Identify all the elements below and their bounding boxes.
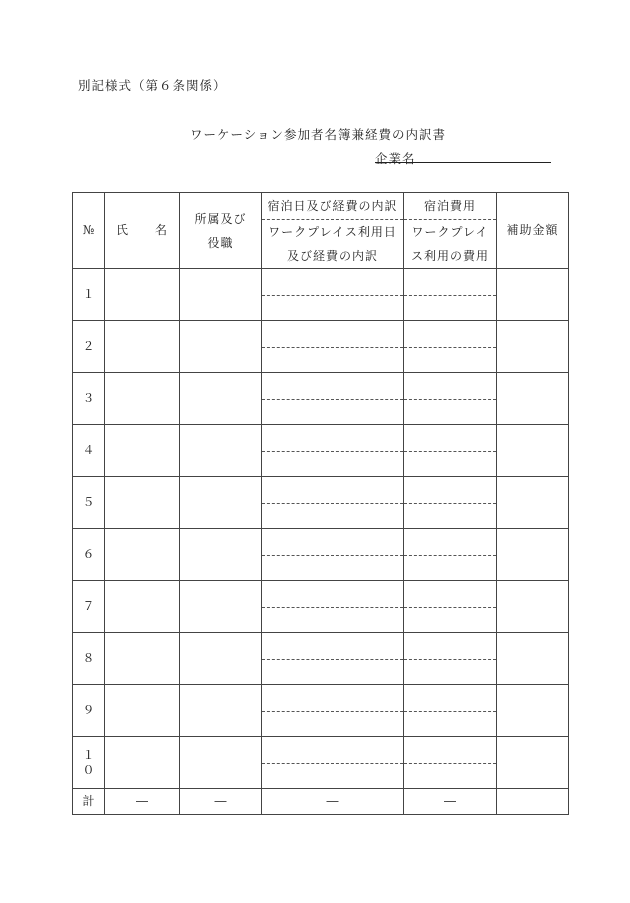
row-number: ８	[73, 633, 105, 685]
company-name-field[interactable]	[375, 162, 551, 163]
cost-cell[interactable]	[404, 737, 497, 789]
subsidy-cell[interactable]	[497, 477, 569, 529]
affiliation-cell[interactable]	[180, 581, 262, 633]
name-cell[interactable]	[105, 737, 180, 789]
form-label: 別記様式（第６条関係）	[78, 78, 227, 93]
total-name: ―	[105, 789, 180, 815]
affiliation-cell[interactable]	[180, 529, 262, 581]
document-title: ワーケーション参加者名簿兼経費の内訳書	[189, 127, 446, 142]
subsidy-cell[interactable]	[497, 373, 569, 425]
name-cell[interactable]	[105, 581, 180, 633]
name-cell[interactable]	[105, 685, 180, 737]
cost-cell[interactable]	[404, 529, 497, 581]
header-stay-top: 宿泊日及び経費の内訳	[262, 193, 403, 220]
subsidy-cell[interactable]	[497, 529, 569, 581]
stay-cell[interactable]	[262, 737, 404, 789]
name-cell[interactable]	[105, 269, 180, 321]
name-cell[interactable]	[105, 477, 180, 529]
total-label: 計	[73, 789, 105, 815]
header-cost-top: 宿泊費用	[404, 193, 496, 220]
affiliation-cell[interactable]	[180, 477, 262, 529]
table-row	[73, 529, 569, 581]
row-number: ２	[73, 321, 105, 373]
row-number: ４	[73, 425, 105, 477]
subsidy-cell[interactable]	[497, 581, 569, 633]
total-affiliation: ―	[180, 789, 262, 815]
cost-cell[interactable]	[404, 685, 497, 737]
total-subsidy-cell[interactable]	[497, 789, 569, 815]
participant-expense-table	[72, 192, 569, 815]
row-number: ７	[73, 581, 105, 633]
stay-cell[interactable]	[262, 529, 404, 581]
row-number: ６	[73, 529, 105, 581]
header-cost	[404, 193, 497, 269]
header-affiliation	[180, 193, 262, 269]
affiliation-cell[interactable]	[180, 425, 262, 477]
total-row	[73, 789, 569, 815]
name-cell[interactable]	[105, 321, 180, 373]
stay-cell[interactable]	[262, 477, 404, 529]
name-cell[interactable]	[105, 425, 180, 477]
subsidy-cell[interactable]	[497, 737, 569, 789]
header-stay-breakdown	[262, 193, 404, 269]
subsidy-cell[interactable]	[497, 425, 569, 477]
affiliation-cell[interactable]	[180, 737, 262, 789]
subsidy-cell[interactable]	[497, 685, 569, 737]
cost-cell[interactable]	[404, 633, 497, 685]
header-affiliation-line2: 役職	[207, 235, 234, 250]
table-row	[73, 321, 569, 373]
row-number: １	[73, 269, 105, 321]
header-name: 氏 名	[105, 193, 180, 269]
subsidy-cell[interactable]	[497, 321, 569, 373]
company-name-label: 企業名	[375, 151, 416, 166]
subsidy-cell[interactable]	[497, 269, 569, 321]
table-header-row	[73, 193, 569, 269]
cost-cell[interactable]	[404, 321, 497, 373]
cost-cell[interactable]	[404, 269, 497, 321]
header-no: №	[73, 193, 105, 269]
total-cost: ―	[404, 789, 497, 815]
table-row	[73, 477, 569, 529]
total-stay: ―	[262, 789, 404, 815]
header-affiliation-line1: 所属及び	[194, 211, 247, 226]
table-row	[73, 269, 569, 321]
cost-cell[interactable]	[404, 477, 497, 529]
cost-cell[interactable]	[404, 581, 497, 633]
row-number	[73, 737, 105, 789]
header-cost-bottom-line2: ス利用の費用	[410, 249, 489, 263]
stay-cell[interactable]	[262, 425, 404, 477]
affiliation-cell[interactable]	[180, 373, 262, 425]
affiliation-cell[interactable]	[180, 321, 262, 373]
table-row	[73, 685, 569, 737]
subsidy-cell[interactable]	[497, 633, 569, 685]
table-row	[73, 737, 569, 789]
row-number: ５	[73, 477, 105, 529]
name-cell[interactable]	[105, 529, 180, 581]
cost-cell[interactable]	[404, 425, 497, 477]
row-number-digit: ０	[82, 762, 95, 777]
stay-cell[interactable]	[262, 373, 404, 425]
row-number: ９	[73, 685, 105, 737]
table-row	[73, 425, 569, 477]
header-stay-bottom-line2: 及び経費の内訳	[286, 249, 378, 263]
row-number: ３	[73, 373, 105, 425]
affiliation-cell[interactable]	[180, 633, 262, 685]
cost-cell[interactable]	[404, 373, 497, 425]
header-stay-bottom-line1: ワークプレイス利用日	[268, 225, 397, 239]
name-cell[interactable]	[105, 373, 180, 425]
header-cost-bottom-line1: ワークプレイ	[411, 225, 489, 239]
stay-cell[interactable]	[262, 321, 404, 373]
stay-cell[interactable]	[262, 633, 404, 685]
stay-cell[interactable]	[262, 685, 404, 737]
table-row	[73, 581, 569, 633]
affiliation-cell[interactable]	[180, 269, 262, 321]
row-number-digit: １	[82, 748, 95, 763]
name-cell[interactable]	[105, 633, 180, 685]
table-row	[73, 633, 569, 685]
stay-cell[interactable]	[262, 581, 404, 633]
table-row	[73, 373, 569, 425]
stay-cell[interactable]	[262, 269, 404, 321]
header-subsidy: 補助金額	[497, 193, 569, 269]
affiliation-cell[interactable]	[180, 685, 262, 737]
